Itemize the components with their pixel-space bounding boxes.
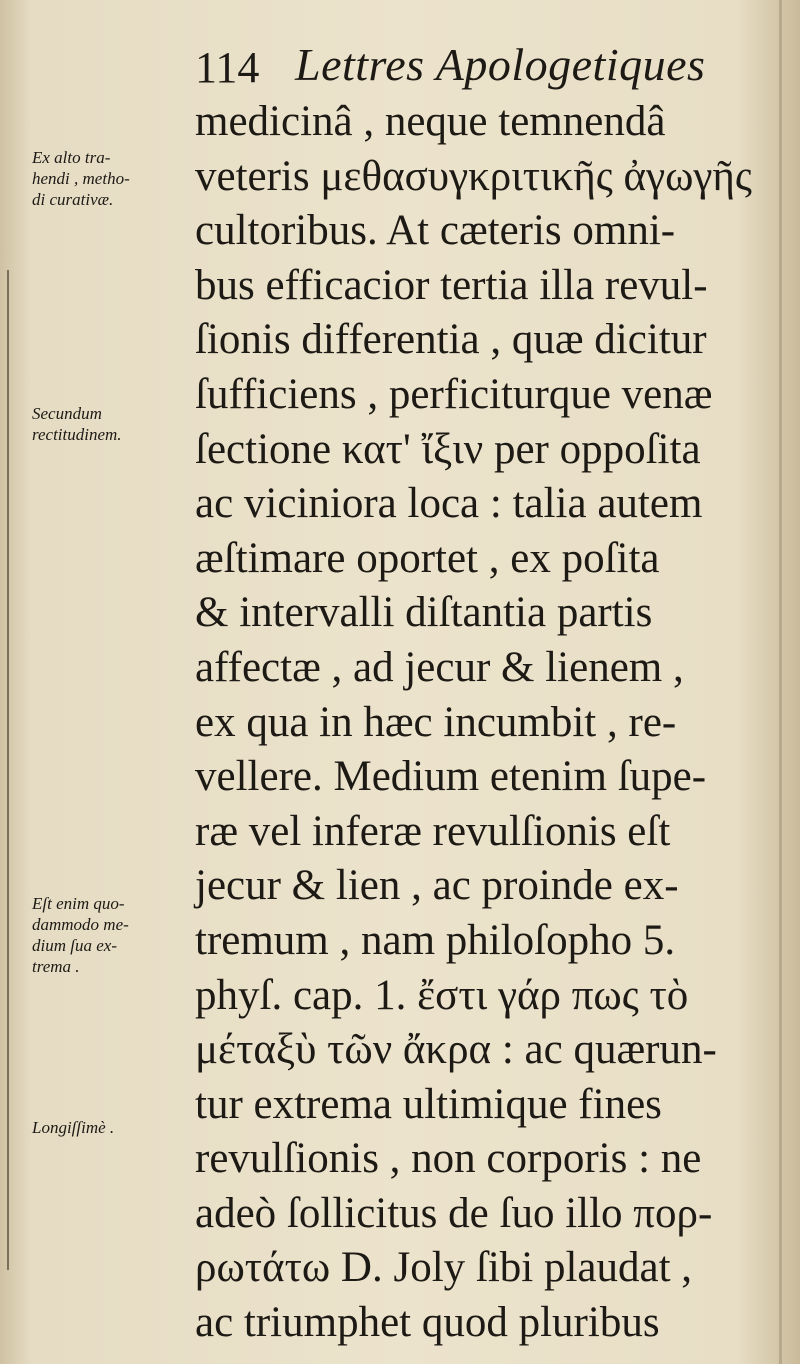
text-line: phyſ. cap. 1. ἔστι γάρ πως τὸ xyxy=(195,971,689,1019)
text-line: vellere. Medium etenim ſupe- xyxy=(195,753,707,801)
margin-note-line: rectitudinem. xyxy=(32,425,122,444)
page-header xyxy=(195,38,755,98)
text-line: ſufficiens , perficiturque venæ xyxy=(195,370,713,418)
text-line: ac viciniora loca : talia autem xyxy=(195,480,703,528)
margin-note-line: Secundum xyxy=(32,404,102,423)
text-line: ſectione κατ' ἴξιν per oppoſita xyxy=(195,425,701,473)
text-line: cultoribus. At cæteris omni- xyxy=(195,207,676,255)
margin-note-line: hendi , metho- xyxy=(32,169,130,188)
text-line: medicinâ , neque temnendâ xyxy=(195,98,666,145)
text-line: ræ vel inferæ revulſionis eſt xyxy=(195,807,671,855)
margin-note-line: dammodo me- xyxy=(32,915,129,934)
gutter-shadow xyxy=(779,0,782,1364)
text-line: tur extrema ultimique fines xyxy=(195,1080,662,1128)
text-line: μέταξὺ τῶν ἄκρα : ac quærun- xyxy=(195,1026,717,1074)
margin-note-line: Eſt enim quo- xyxy=(32,894,125,913)
margin-note-line: Longiſſimè . xyxy=(32,1118,115,1137)
text-line: ſionis differentia , quæ dicitur xyxy=(195,316,707,364)
margin-note-line: trema . xyxy=(32,957,80,976)
page-edge-rule xyxy=(7,270,9,1270)
margin-note-line: di curativæ. xyxy=(32,190,114,209)
margin-note xyxy=(32,893,182,977)
text-line: æſtimare oportet , ex poſita xyxy=(195,534,660,582)
text-line: ac triumphet quod pluribus xyxy=(195,1299,660,1347)
text-line: jecur & lien , ac proinde ex- xyxy=(195,862,679,910)
running-title: Lettres Apologetiques xyxy=(295,39,706,90)
margin-note xyxy=(32,403,182,445)
text-line: adeò ſollicitus de ſuo illo πορ- xyxy=(195,1189,713,1237)
text-line: & intervalli diſtantia partis xyxy=(195,589,653,637)
body-text xyxy=(195,95,765,1351)
text-line: ρωτάτω D. Joly ſibi plaudat , xyxy=(195,1244,693,1292)
margin-note xyxy=(32,1117,182,1138)
text-line: tremum , nam philoſopho 5. xyxy=(195,916,676,964)
text-line: bus efficacior tertia illa revul- xyxy=(195,261,708,309)
margin-note-line: dium ſua ex- xyxy=(32,936,117,955)
margin-note xyxy=(32,147,182,210)
text-line: revulſionis , non corporis : ne xyxy=(195,1135,702,1183)
text-line: veteris μεθασυγκριτικῆς ἀγωγῆς xyxy=(195,152,752,200)
page-number: 114 xyxy=(195,43,260,92)
margin-note-line: Ex alto tra- xyxy=(32,148,111,167)
text-line: ex qua in hæc incumbit , re- xyxy=(195,698,677,746)
text-line: affectæ , ad jecur & lienem , xyxy=(195,643,684,691)
